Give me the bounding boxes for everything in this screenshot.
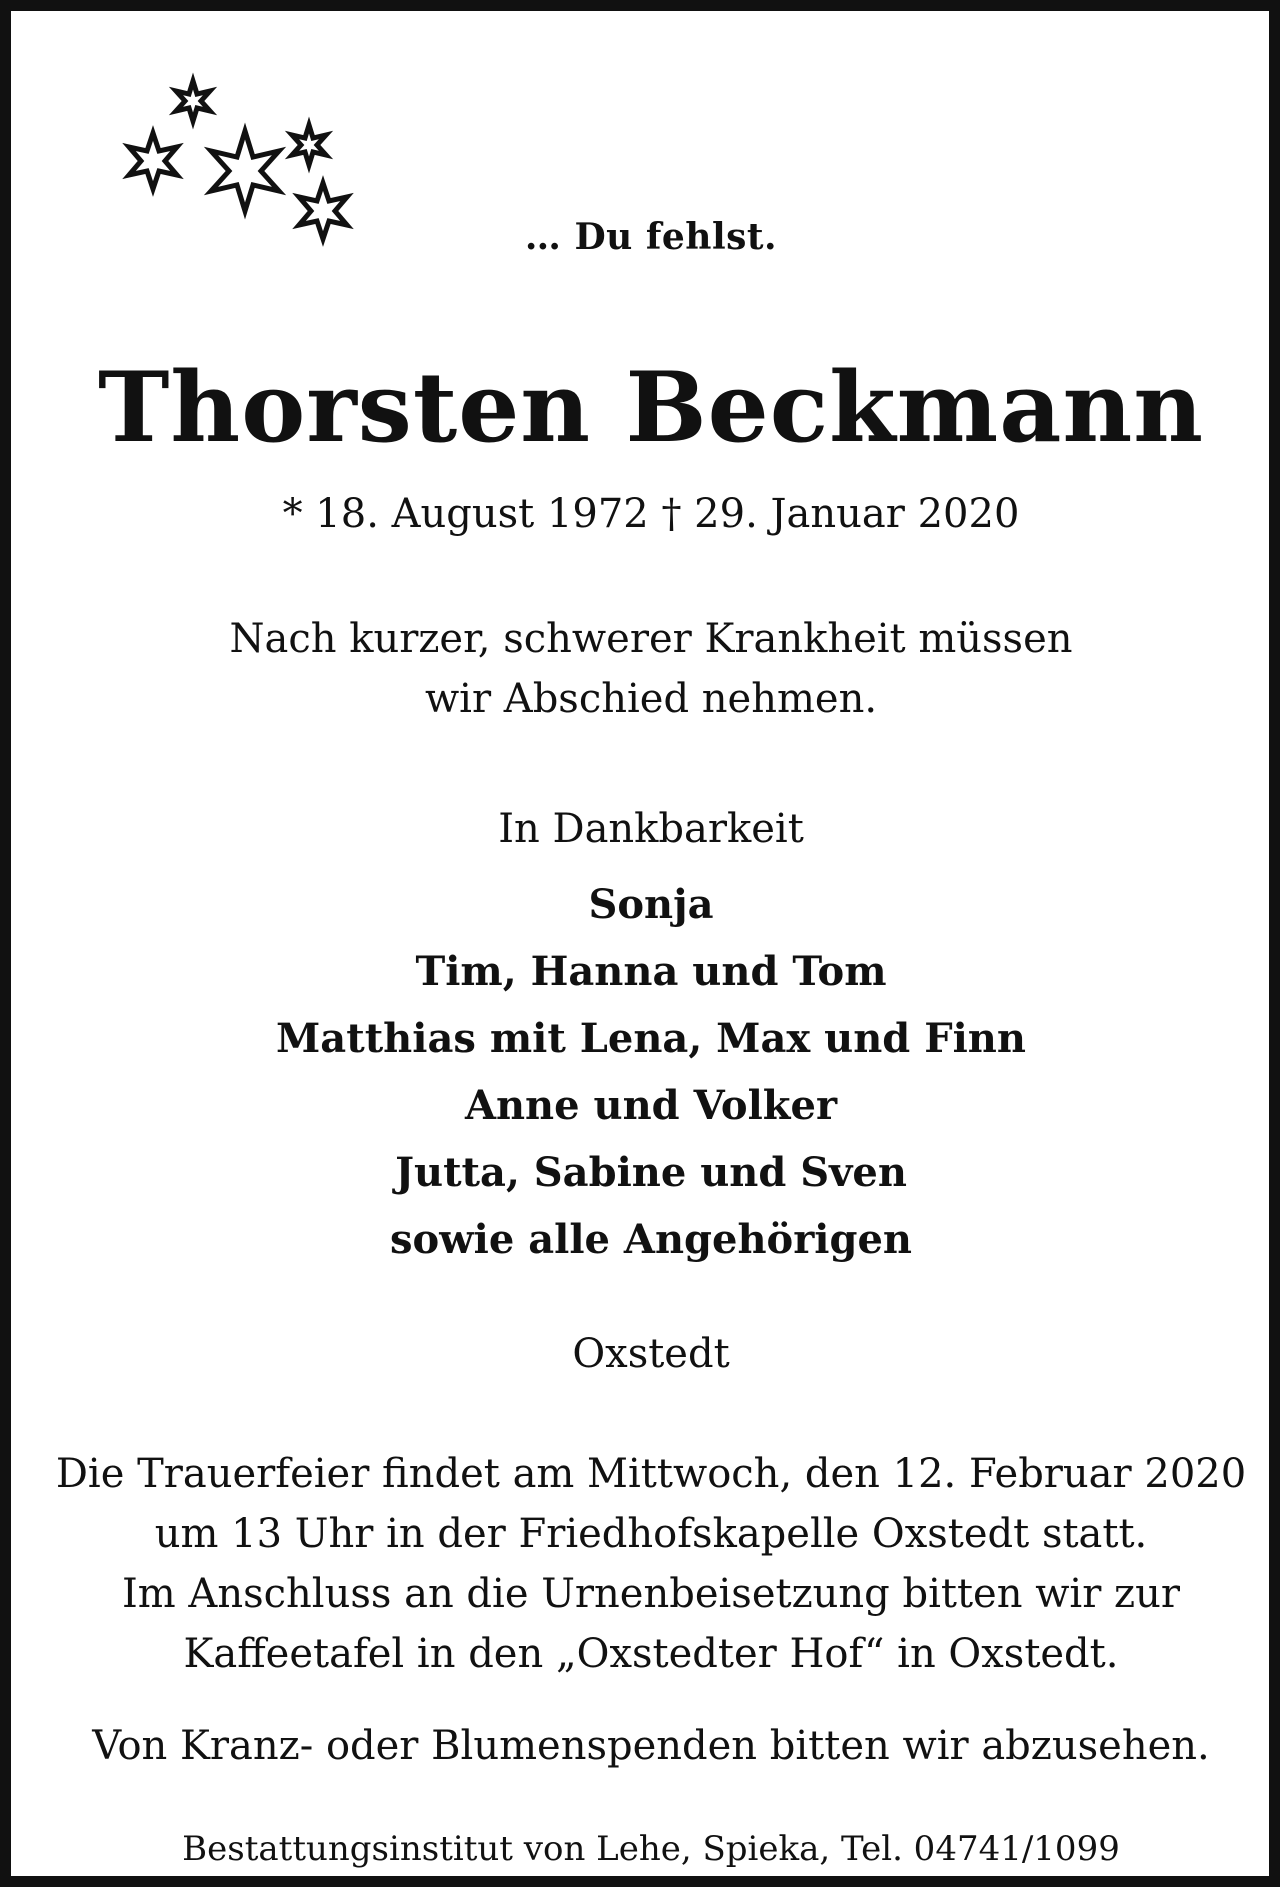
deceased-name: Thorsten Beckmann <box>97 351 1205 464</box>
service-line: Im Anschluss an die Urnenbeisetzung bitten wir zur <box>121 1571 1181 1617</box>
motto: … Du fehlst. <box>524 216 778 258</box>
family-member: Matthias mit Lena, Max und Finn <box>276 1015 1026 1062</box>
gratitude-line: In Dankbarkeit <box>498 806 804 852</box>
flowers-note: Von Kranz- oder Blumenspenden bitten wir abzusehen. <box>92 1723 1210 1769</box>
family-member: Jutta, Sabine und Sven <box>395 1149 907 1196</box>
service-line: Kaffeetafel in den „Oxstedter Hof“ in Oxstedt. <box>183 1631 1119 1677</box>
family-member: sowie alle Angehörigen <box>390 1216 912 1263</box>
farewell-line: wir Abschied nehmen. <box>424 676 878 722</box>
farewell-line: Nach kurzer, schwerer Krankheit müssen <box>229 616 1073 662</box>
family-member: Tim, Hanna und Tom <box>415 948 887 995</box>
family-member: Sonja <box>588 881 714 928</box>
family-member: Anne und Volker <box>464 1082 838 1129</box>
life-dates: * 18. August 1972 † 29. Januar 2020 <box>282 491 1020 537</box>
service-line: um 13 Uhr in der Friedhofskapelle Oxstedt statt. <box>154 1511 1148 1557</box>
service-line: Die Trauerfeier findet am Mittwoch, den 12. Februar 2020 <box>55 1451 1247 1497</box>
funeral-home-line: Bestattungsinstitut von Lehe, Spieka, Tel. 04741/1099 <box>182 1829 1120 1869</box>
place-line: Oxstedt <box>572 1331 730 1377</box>
